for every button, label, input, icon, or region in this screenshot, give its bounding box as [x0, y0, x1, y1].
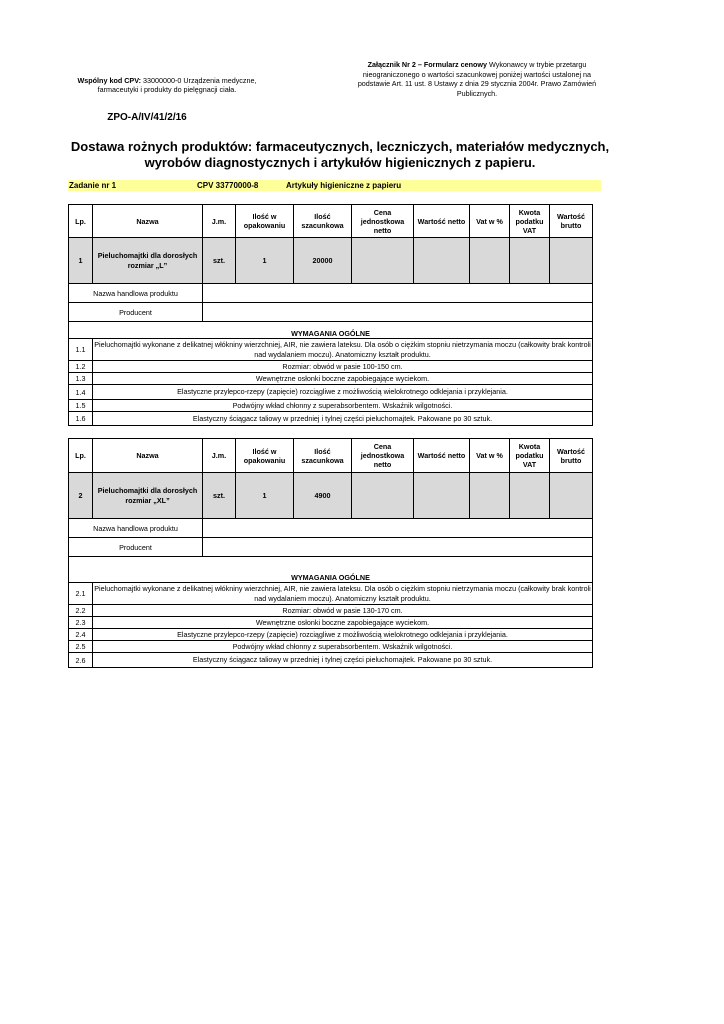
col-lp: Lp.: [69, 439, 93, 473]
col-lp: Lp.: [69, 205, 93, 238]
requirement-text: Rozmiar: obwód w pasie 130-170 cm.: [93, 605, 593, 617]
task-name: Artykuły higieniczne z papieru: [286, 181, 402, 190]
requirement-text: Elastyczne przylepco-rzepy (zapięcie) rozciągliwe z możliwością wielokrotnego odklejania i przyklejania.: [93, 385, 593, 400]
requirement-text: Podwójny wkład chłonny z superabsorbentem. Wskaźnik wilgotności.: [93, 400, 593, 412]
table-header-row: [69, 439, 593, 473]
wartosc-brutto-cell[interactable]: [550, 238, 593, 284]
requirement-number: 1.5: [69, 400, 93, 412]
producer-label: Producent: [69, 538, 203, 557]
item-lp: 1: [69, 238, 93, 284]
page-title: [40, 139, 640, 170]
col-kwota-vat: Kwota podatku VAT: [510, 439, 550, 473]
annex-text: Wykonawcy w trybie przetargu nieograniczonego o wartości szacunkowej poniżej wartości ustalonej na podstawie Art. 11 ust. 8 Ustawy z dnia 29 stycznia 2004r. Prawo Zamówień Publicznych.: [357, 60, 597, 98]
cpv-code-block: [72, 76, 262, 94]
trade-name-label: Nazwa handlowa produktu: [69, 519, 203, 538]
requirement-text: Elastyczne przylepco-rzepy (zapięcie) rozciągliwe z możliwością wielokrotnego odklejania i przyklejania.: [93, 629, 593, 641]
item-jm: szt.: [203, 238, 236, 284]
item-qty-est: 20000: [294, 238, 352, 284]
case-number: ZPO-A/IV/41/2/16: [107, 112, 187, 123]
producer-row: [69, 303, 593, 322]
requirement-number: 2.4: [69, 629, 93, 641]
requirement-text: Pieluchomajtki wykonane z delikatnej włókniny wierzchniej, AIR, nie zawiera lateksu. Dla osób o ciężkim stopniu nietrzymania moczu (całkowity brak kontroli nad wydalaniem moczu). Anatomiczny kształt produktu.: [94, 340, 591, 359]
requirements-header: WYMAGANIA OGÓLNE: [69, 322, 593, 339]
title-line-2: wyrobów diagnostycznych i artykułów higienicznych z papieru.: [144, 154, 536, 170]
requirement-text: Wewnętrzne osłonki boczne zapobiegające wyciekom.: [93, 617, 593, 629]
task-label: Zadanie nr 1: [69, 181, 117, 190]
col-cena: Cena jednostkowa netto: [352, 439, 414, 473]
requirements-header: WYMAGANIA OGÓLNE: [69, 557, 593, 583]
requirement-row: [69, 605, 593, 617]
producer-label: Producent: [69, 303, 203, 322]
requirement-row: [69, 629, 593, 641]
item-lp: 2: [69, 473, 93, 519]
requirement-row: [69, 412, 593, 426]
item-jm: szt.: [203, 473, 236, 519]
item-qty-pack: 1: [236, 238, 294, 284]
requirements-header-row: [69, 557, 593, 583]
requirement-number: 2.2: [69, 605, 93, 617]
requirement-row: [69, 583, 593, 605]
col-nazwa: Nazwa: [93, 439, 203, 473]
producer-field[interactable]: [203, 538, 593, 557]
annex-block: [346, 60, 608, 98]
kwota-vat-cell[interactable]: [510, 238, 550, 284]
col-wartosc-netto: Wartość netto: [414, 205, 470, 238]
price-table-item-1: [68, 204, 593, 426]
col-ilosc-opak: Ilość w opakowaniu: [236, 205, 294, 238]
requirement-number: 1.2: [69, 361, 93, 373]
task-cpv: CPV 33770000-8: [197, 181, 259, 190]
item-name: Pieluchomajtki dla dorosłych rozmiar „XL”: [93, 473, 203, 519]
col-vat: Vat w %: [470, 205, 510, 238]
requirement-row: [69, 653, 593, 668]
item-row: [69, 473, 593, 519]
requirement-number: 2.3: [69, 617, 93, 629]
vat-cell[interactable]: [470, 238, 510, 284]
requirement-text: Elastyczny ściągacz taliowy w przedniej i tylnej części pieluchomajtek. Pakowane po 30 sztuk.: [93, 653, 593, 668]
producer-row: [69, 538, 593, 557]
table-header-row: [69, 205, 593, 238]
requirement-number: 1.3: [69, 373, 93, 385]
col-wartosc-brutto: Wartość brutto: [550, 439, 593, 473]
requirement-text: Wewnętrzne osłonki boczne zapobiegające wyciekom.: [93, 373, 593, 385]
trade-name-field[interactable]: [203, 519, 593, 538]
requirement-row: [69, 339, 593, 361]
item-qty-pack: 1: [236, 473, 294, 519]
wartosc-netto-cell[interactable]: [414, 238, 470, 284]
vat-cell[interactable]: [470, 473, 510, 519]
requirement-row: [69, 400, 593, 412]
requirement-number: 1.1: [69, 339, 93, 361]
cpv-label: Wspólny kod CPV:: [77, 76, 141, 85]
price-table-item-2: [68, 438, 593, 668]
cpv-text: 33000000-0 Urządzenia medyczne, farmaceutyki i produkty do pielęgnacji ciała.: [97, 76, 257, 94]
requirement-number: 2.5: [69, 641, 93, 653]
requirement-row: [69, 373, 593, 385]
requirement-text: Rozmiar: obwód w pasie 100-150 cm.: [93, 361, 593, 373]
cena-cell[interactable]: [352, 238, 414, 284]
col-vat: Vat w %: [470, 439, 510, 473]
item-row: [69, 238, 593, 284]
trade-name-field[interactable]: [203, 284, 593, 303]
requirement-text: Podwójny wkład chłonny z superabsorbentem. Wskaźnik wilgotności.: [93, 641, 593, 653]
producer-field[interactable]: [203, 303, 593, 322]
requirement-number: 1.6: [69, 412, 93, 426]
requirement-number: 2.1: [69, 583, 93, 605]
wartosc-netto-cell[interactable]: [414, 473, 470, 519]
col-wartosc-brutto: Wartość brutto: [550, 205, 593, 238]
requirement-row: [69, 385, 593, 400]
requirement-text: Pieluchomajtki wykonane z delikatnej włókniny wierzchniej, AIR, nie zawiera lateksu. Dla osób o ciężkim stopniu nietrzymania moczu (całkowity brak kontroli nad wydalaniem moczu). Anatomiczny kształt produktu.: [94, 584, 591, 603]
col-wartosc-netto: Wartość netto: [414, 439, 470, 473]
task-bar: [68, 180, 601, 191]
col-ilosc-szac: Ilość szacunkowa: [294, 439, 352, 473]
wartosc-brutto-cell[interactable]: [550, 473, 593, 519]
col-jm: J.m.: [203, 205, 236, 238]
requirement-text: Elastyczny ściągacz taliowy w przedniej i tylnej części pieluchomajtek. Pakowane po 30 sztuk.: [93, 412, 593, 426]
col-ilosc-opak: Ilość w opakowaniu: [236, 439, 294, 473]
requirement-row: [69, 641, 593, 653]
trade-name-row: [69, 519, 593, 538]
kwota-vat-cell[interactable]: [510, 473, 550, 519]
requirement-number: 2.6: [69, 653, 93, 668]
trade-name-row: [69, 284, 593, 303]
col-nazwa: Nazwa: [93, 205, 203, 238]
cena-cell[interactable]: [352, 473, 414, 519]
trade-name-label: Nazwa handlowa produktu: [69, 284, 203, 303]
col-kwota-vat: Kwota podatku VAT: [510, 205, 550, 238]
title-line-1: Dostawa rożnych produktów: farmaceutycznych, leczniczych, materiałów medycznych,: [70, 139, 610, 154]
requirement-row: [69, 617, 593, 629]
item-qty-est: 4900: [294, 473, 352, 519]
col-jm: J.m.: [203, 439, 236, 473]
requirement-number: 1.4: [69, 385, 93, 400]
col-ilosc-szac: Ilość szacunkowa: [294, 205, 352, 238]
col-cena: Cena jednostkowa netto: [352, 205, 414, 238]
item-name: Pieluchomajtki dla dorosłych rozmiar „L”: [93, 238, 203, 284]
requirement-row: [69, 361, 593, 373]
requirements-header-row: [69, 322, 593, 339]
annex-label: Załącznik Nr 2 – Formularz cenowy: [367, 60, 488, 69]
